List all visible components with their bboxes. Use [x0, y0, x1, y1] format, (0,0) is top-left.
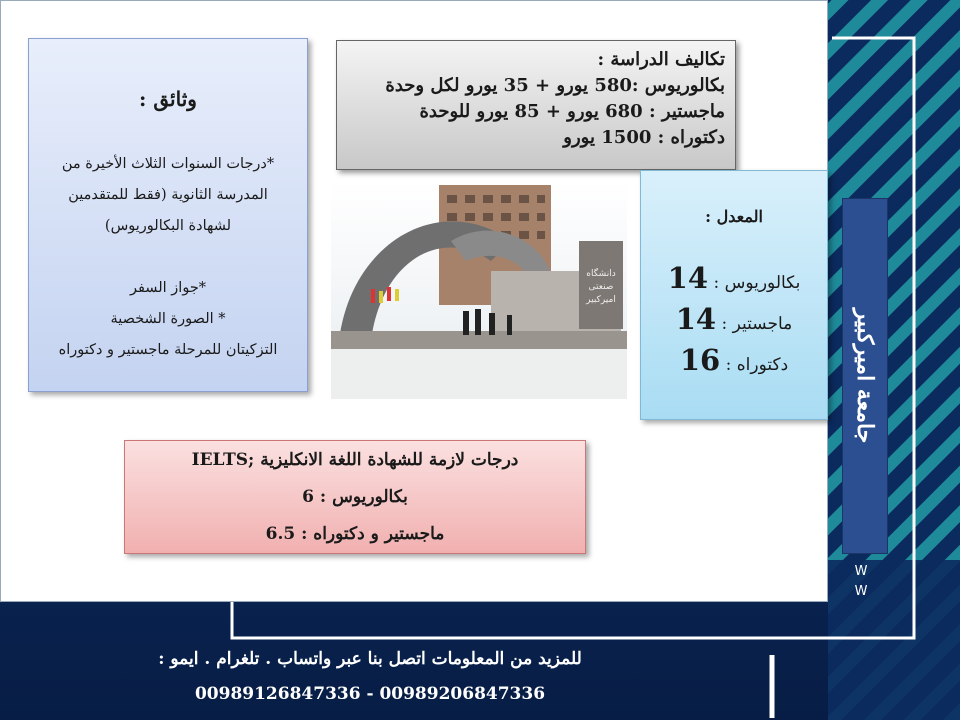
university-name: جامعة اميركبير — [852, 308, 878, 444]
fees-line-bachelor: بكالوريوس :580 يورو + 35 يورو لكل وحدة — [385, 75, 725, 96]
gpa-row-bachelor — [641, 260, 827, 301]
gpa-master-label: ماجستير : — [721, 314, 793, 334]
fees-title: تكاليف الدراسة : — [597, 49, 725, 70]
fees-box — [336, 40, 736, 170]
gpa-bachelor-label: بكالوريوس : — [713, 273, 801, 293]
university-banner — [842, 198, 888, 554]
gpa-row-master — [641, 301, 827, 342]
side-letter: W — [854, 584, 868, 599]
gpa-bachelor-value: 14 — [667, 261, 709, 295]
svg-text:صنعتی: صنعتی — [588, 282, 614, 292]
fees-line-master: ماجستير : 680 يورو + 85 يورو للوحدة — [419, 101, 725, 122]
ielts-title: درجات لازمة للشهادة اللغة الانكليزية ;IELTS — [191, 450, 519, 470]
documents-spacer — [29, 242, 307, 273]
gpa-box — [640, 170, 828, 420]
svg-text:دانشگاه: دانشگاه — [586, 269, 616, 279]
ielts-bachelor: بكالوريوس : 6 — [302, 487, 408, 507]
documents-line: لشهادة البكالوريوس) — [104, 218, 232, 234]
svg-text:امیرکبیر: امیرکبیر — [586, 295, 616, 305]
side-letter: W — [854, 564, 868, 579]
fees-line-phd: دكتوراه : 1500 يورو — [563, 127, 725, 148]
gpa-phd-value: 16 — [679, 343, 721, 377]
documents-title: وثائق : — [139, 87, 197, 111]
gpa-title: المعدل : — [705, 207, 763, 226]
documents-line: التزكيتان للمرحلة ماجستير و دكتوراه — [58, 342, 278, 358]
documents-line: *جواز السفر — [129, 280, 207, 296]
documents-line: *درجات السنوات الثلاث الأخيرة من — [61, 156, 275, 172]
campus-photo — [331, 181, 627, 399]
gpa-phd-label: دكتوراه : — [725, 355, 789, 375]
footer-contact: للمزيد من المعلومات اتصل بنا عبر واتساب . تلغرام . ايمو : — [158, 649, 582, 669]
gpa-master-value: 14 — [675, 302, 717, 336]
footer-phones[interactable]: 00989126847336 - 00989206847336 — [194, 684, 546, 704]
documents-line: * الصورة الشخصية — [110, 311, 226, 327]
gpa-row-phd — [641, 342, 827, 383]
documents-box — [28, 38, 308, 392]
side-letters — [852, 562, 870, 602]
ielts-box — [124, 440, 586, 554]
ielts-master-phd: ماجستير و دكتوراه : 6.5 — [265, 524, 445, 544]
documents-line: المدرسة الثانوية (فقط للمتقدمين — [68, 187, 268, 203]
